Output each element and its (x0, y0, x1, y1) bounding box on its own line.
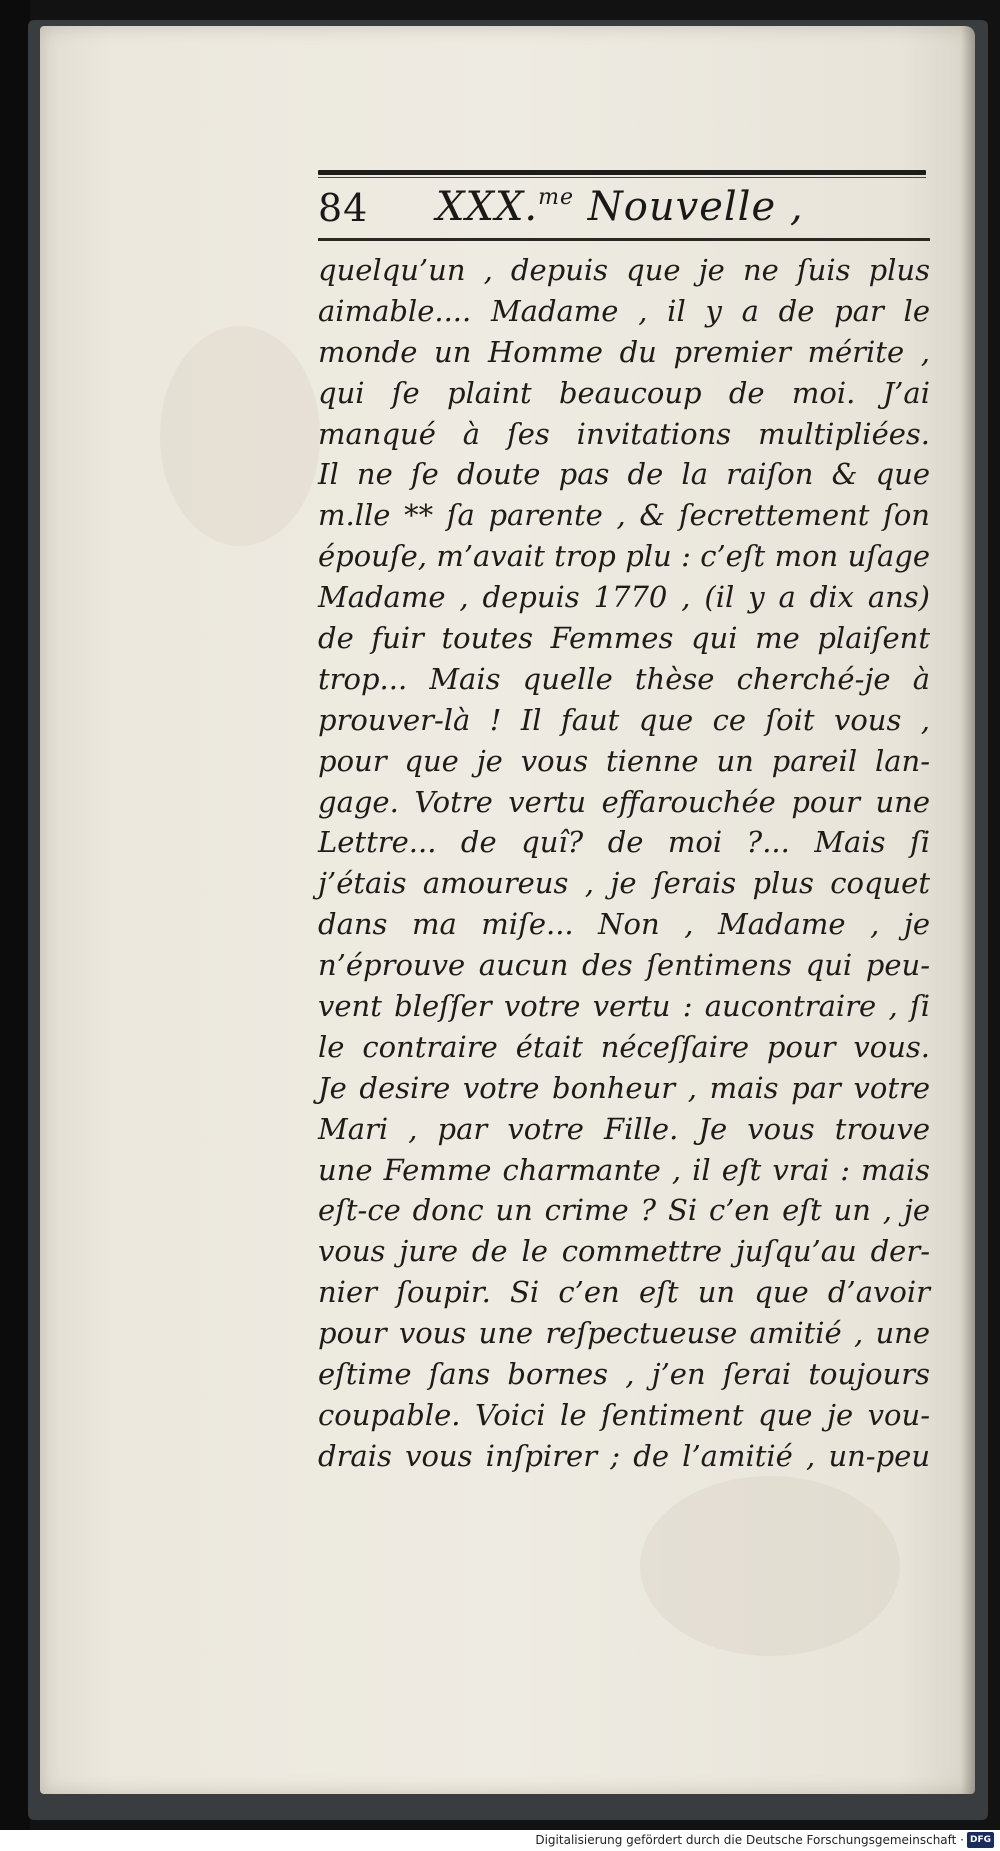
running-head-title (436, 184, 804, 230)
text-line: vous jure de le commettre juſqu’au der- (318, 1234, 930, 1269)
text-line: quelqu’un , depuis que je ne ſuis plus (318, 253, 930, 287)
text-line: pour vous une reſpectueuse amitié , une (318, 1316, 930, 1351)
text-line: eſtime ſans bornes , j’en ſerai toujours (318, 1357, 930, 1392)
text-line: monde un Homme du premier mérite , (318, 334, 930, 369)
text-line: dans ma miſe... Non , Madame , je (318, 907, 930, 942)
text-line: n’éprouve aucun des ſentimens qui peu- (318, 948, 930, 983)
running-head (318, 180, 930, 236)
text-line: trop... Mais quelle thèse cherché-je à (318, 661, 930, 696)
dfg-logo: DFG (967, 1832, 994, 1848)
running-head-title-rest: Nouvelle , (574, 184, 804, 230)
text-line: Il ne ſe doute pas de la raiſon & que (318, 457, 930, 492)
text-line: j’étais amoureus , je ſerais plus coquet (318, 866, 930, 901)
text-line: drais vous inſpirer ; de l’amitié , un-peu (318, 1438, 930, 1473)
text-line: pour que je vous tienne un pareil lan- (318, 743, 930, 778)
text-line: eſt-ce donc un crime ? Si c’en eſt un , je (318, 1193, 930, 1228)
text-line: une Femme charmante , il eſt vrai : mais (318, 1152, 930, 1187)
text-line: Madame , depuis 1770 , (il y a dix ans) (318, 580, 930, 615)
paper-stain (160, 326, 320, 546)
page-number: 84 (318, 186, 369, 230)
funding-credit: Digitalisierung gefördert durch die Deutsche Forschungsgemeinschaft · (535, 1833, 964, 1847)
text-line: Mari , par votre Fille. Je vous trouve (318, 1111, 930, 1146)
text-line: épouſe, m’avait trop plu : c’eſt mon uſage (318, 539, 930, 574)
text-line: Lettre... de quî? de moi ?... Mais ſi (318, 825, 930, 860)
text-line: aimable.... Madame , il y a de par le (318, 293, 930, 328)
text-line: vent bleſſer votre vertu : aucontraire , ſi (318, 989, 930, 1024)
text-line: Je desire votre bonheur , mais par votre (318, 1070, 930, 1105)
paper-stain (640, 1476, 900, 1656)
text-line: manqué à ſes invitations multipliées. (318, 416, 930, 451)
running-head-title-main: XXX. (436, 184, 539, 230)
text-line: gage. Votre vertu effarouchée pour une (318, 784, 930, 819)
book-spine-shadow (0, 0, 30, 1851)
text-line: prouver-là ! Il faut que ce ſoit vous , (318, 702, 930, 737)
running-head-title-sup: me (538, 184, 575, 210)
body-text (318, 250, 930, 1477)
text-line: coupable. Voici le ſentiment que je vou- (318, 1397, 930, 1432)
text-line: de fuir toutes Femmes qui me plaiſent (318, 621, 930, 656)
header-rule-thin (318, 177, 926, 178)
header-rule (318, 170, 926, 175)
text-line: qui ſe plaint beaucoup de moi. J’ai (318, 375, 930, 410)
page-edge-shadow (961, 26, 975, 1794)
text-line: le contraire était néceſſaire pour vous. (318, 1029, 930, 1064)
header-rule-bottom (318, 238, 930, 241)
text-line: nier ſoupir. Si c’en eſt un que d’avoir (318, 1275, 930, 1310)
text-line: m.lle ** ſa parente , & ſecrettement ſon (318, 498, 930, 533)
